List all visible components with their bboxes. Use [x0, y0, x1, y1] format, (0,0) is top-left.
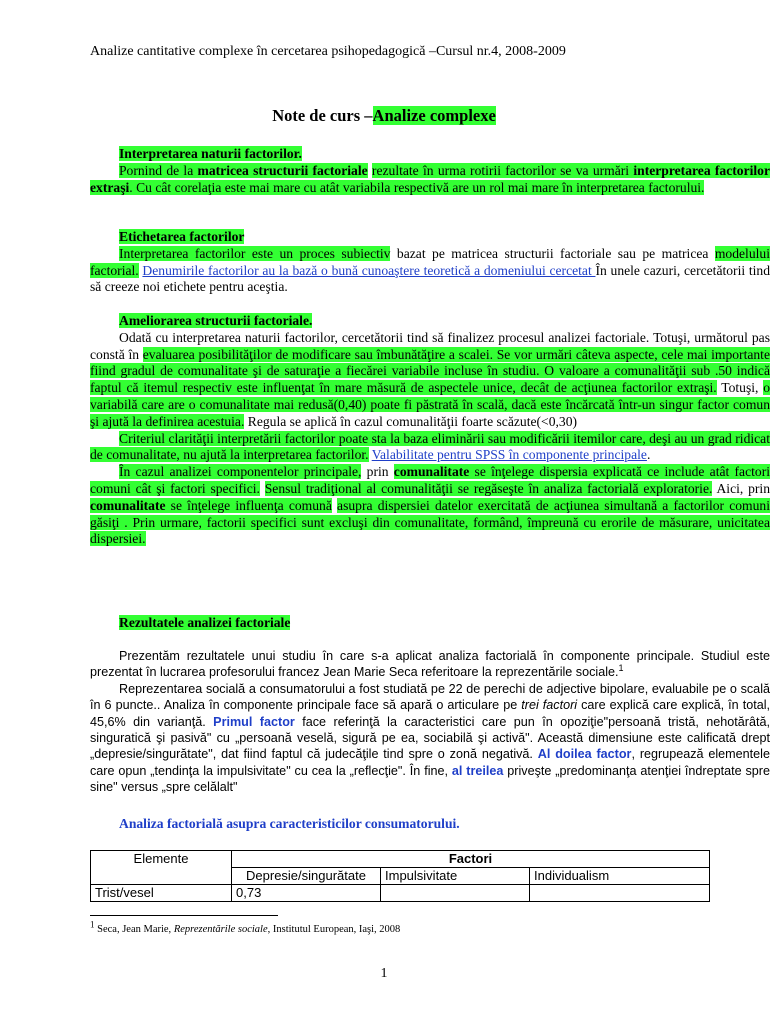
section-heading: Etichetarea factorilor: [119, 229, 245, 244]
section-heading: Interpretarea naturii factorilor.: [119, 146, 302, 161]
column-header-factors: Factori: [232, 851, 710, 868]
subheader-individualism: Individualism: [530, 868, 710, 885]
results-body: Prezentăm rezultatele unui studiu în care s-a aplicat analiza factorială în componente principale. Studiul este prezentat în lucrarea profesorului francez Jean Marie Seca referitoare la reprezentările sociale.$^1$ Reprezentarea socială a consumatorului a fost studiată pe 22 de perechi de adjective bipolare, evaluabile pe o scală în 6 puncte.. Analiza în componente principale face să apară o articulare pe trei factori care explică care explică, în total, 45,6% din varianţă. Primul factor face referinţă la caracteristici care pun în opoziţie"persoană tristă, nehotărâtă, singuratică şi pasivă" cu „persoană veselă, sigură pe ea, sociabilă şi activă". Această dimensiune este calificată drept „depresie/singurătate", dat fiind faptul că judecăţile tind spre o zonă negativă. Al doilea factor, regrupează elementele care opun „tendinţa la impulsivitate" cu cea la „reflecţie". În fine, al treilea priveşte „predominanţa atenţiei îndreptate spre sine" versus „spre celălalt": [90, 649, 770, 795]
column-header-elements: Elemente: [91, 851, 232, 885]
page-number: 1: [380, 966, 388, 981]
factor-table: [90, 850, 710, 902]
page-title: [0, 105, 768, 127]
section-improvement: Ameliorarea structurii factoriale. Odată cu interpretarea naturii factorilor, cercetătorii tind să finalizez procesul analizei factoriale. Totuşi, următorul pas constă în evaluarea posibilităţilor de modificare sau îmbunătăţire a scalei. Se vor urmări câteva aspecte, cele mai importante fiind gradul de comunalitate şi de saturaţie a fiecărei variabile incluse în studiu. O valoare a comunalităţii sub .50 indică faptul că itemul respectiv este influenţat în mare măsură de aspectele unice, decât de acţiunea factorilor extraşi. Totuşi, o variabilă care are o comunalitate mai redusă(0,40) poate fi păstrată în scală, dacă este încărcată într-un singur factor comun şi ajută la definirea acestuia. Regula se aplică în cazul comunalităţii foarte scăzute(<0,30) Criteriul clarităţii interpretării factorilor poate sta la baza eliminării sau modificării itemilor care, deşi au un grad ridicat de comunalitate, nu ajută la interpretarea factorilor. Valabilitate pentru SPSS în componente principale. În cazul analizei componentelor principale, prin comunalitate se înţelege dispersia explicată ce include atât factori comuni cât şi factori specifici. Sensul tradiţional al comunalităţii se regăseşte în analiza factorială exploratorie. Aici, prin comunalitate se înţelege influenţa comună asupra dispersiei datelor exercitată de acţiunea simultană a factorilor comuni găsiţi . Prin urmare, factorii specifici sunt excluşi din comunalitate, formând, împreună cu erorile de măsurare, unicitatea dispersiei.: [90, 313, 770, 547]
third-factor-label: al treilea: [451, 763, 504, 778]
section-interpretation: Interpretarea naturii factorilor. Pornind de la matricea structurii factoriale rezultate în urma rotirii factorilor se va urmări interpretarea factorilor extraşi. Cu cât corelaţia este mai mare cu atât variabila respectivă are un rol mai mare în interpretarea factorului.: [90, 146, 770, 195]
row-value-impulsivity: [381, 885, 530, 902]
table-header-row: [91, 851, 710, 868]
row-element: Trist/vesel: [91, 885, 232, 902]
second-factor-label: Al doilea factor: [537, 747, 632, 762]
subheader-depression: Depresie/singurătate: [232, 868, 381, 885]
section-labeling: Etichetarea factorilor Interpretarea factorilor este un proces subiectiv bazat pe matricea structurii factoriale sau pe matricea modelului factorial. Denumirile factorilor au la bază o bună cunoaştere teoretică a domeniului cercetat În unele cazuri, cercetătorii tind să creeze noi etichete pentru aceştia.: [90, 229, 770, 295]
footnote-separator: [90, 915, 278, 916]
link-spss-validity[interactable]: Valabilitate pentru SPSS în componente principale: [371, 447, 647, 463]
section-heading: Ameliorarea structurii factoriale.: [119, 313, 313, 328]
footnote: $^1$ Seca, Jean Marie, Reprezentările sociale, Institutul European, Iaşi, 2008: [90, 919, 401, 935]
row-value-individualism: [530, 885, 710, 902]
subheader-impulsivity: Impulsivitate: [381, 868, 530, 885]
highlight-text: Interpretarea factorilor este un proces subiectiv: [119, 245, 391, 261]
section-results: [90, 615, 770, 632]
first-factor-label: Primul factor: [213, 714, 295, 729]
title-prefix: Note de curs –: [272, 106, 373, 125]
row-value-depression: 0,73: [232, 885, 381, 902]
paragraph-text: Pornind de la matricea structurii factoriale: [119, 162, 368, 178]
section-heading: Rezultatele analizei factoriale: [119, 615, 291, 630]
table-row: [91, 885, 710, 902]
link-factor-names[interactable]: Denumirile factorilor au la bază o bună cunoaştere teoretică a domeniului cercetat: [142, 262, 596, 278]
running-header: Analize cantitative complexe în cercetarea psihopedagogică –Cursul nr.4, 2008-2009: [90, 44, 566, 59]
table-caption: Analiza factorială asupra caracteristicilor consumatorului.: [119, 816, 460, 831]
title-highlight: Analize complexe: [372, 106, 496, 125]
